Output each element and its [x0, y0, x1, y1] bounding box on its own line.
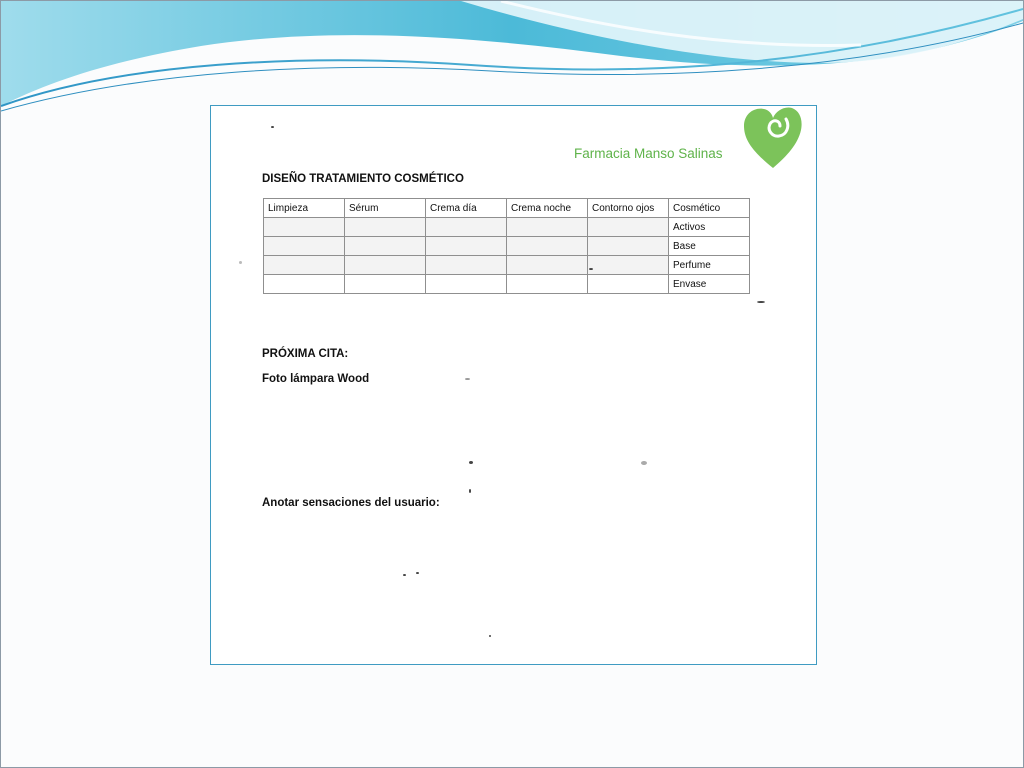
- scan-speck: [469, 461, 473, 464]
- table-cell: [345, 218, 426, 237]
- header-cell: Contorno ojos: [588, 199, 669, 218]
- heart-spiral-logo: [742, 106, 804, 170]
- scan-speck: [239, 261, 242, 264]
- scan-speck: [271, 126, 274, 128]
- table-row: [264, 275, 750, 294]
- header-cell: Sérum: [345, 199, 426, 218]
- header-wave-decoration: [1, 1, 1023, 121]
- table-cell: [345, 256, 426, 275]
- next-appointment-label: PRÓXIMA CITA:: [262, 348, 349, 360]
- header-cell: Crema día: [426, 199, 507, 218]
- pharmacy-name: Farmacia Manso Salinas: [574, 146, 723, 161]
- table-cell: [588, 275, 669, 294]
- table-cell: [345, 237, 426, 256]
- table-cell: [507, 218, 588, 237]
- table-cell: [345, 275, 426, 294]
- table-cell: [588, 218, 669, 237]
- table-cell: [507, 275, 588, 294]
- table-cell: [507, 256, 588, 275]
- scan-speck: [489, 635, 491, 637]
- document-title: DISEÑO TRATAMIENTO COSMÉTICO: [262, 173, 464, 185]
- table-header-row: [264, 199, 750, 218]
- cosmetic-row-label: Perfume: [669, 256, 750, 275]
- table-cell: [264, 256, 345, 275]
- scan-speck: [757, 301, 765, 303]
- header-cell: Crema noche: [507, 199, 588, 218]
- scan-speck: [403, 574, 406, 576]
- scan-speck: [416, 572, 419, 574]
- table-cell: [507, 237, 588, 256]
- table-cell: [588, 256, 669, 275]
- table-cell: [264, 275, 345, 294]
- table-cell: [264, 237, 345, 256]
- header-cell: Limpieza: [264, 199, 345, 218]
- table-cell: [264, 218, 345, 237]
- scan-speck: [589, 268, 593, 270]
- scanned-document: [210, 105, 817, 665]
- table-cell: [426, 256, 507, 275]
- cosmetic-row-label: Activos: [669, 218, 750, 237]
- cosmetic-row-label: Envase: [669, 275, 750, 294]
- scan-speck: [465, 378, 470, 380]
- table-row: [264, 256, 750, 275]
- table-cell: [426, 275, 507, 294]
- wood-lamp-photo-label: Foto lámpara Wood: [262, 373, 370, 385]
- table-cell: [426, 218, 507, 237]
- table-row: [264, 237, 750, 256]
- table-cell: [588, 237, 669, 256]
- user-notes-label: Anotar sensaciones del usuario:: [262, 497, 440, 509]
- cosmetic-row-label: Base: [669, 237, 750, 256]
- table-row: [264, 218, 750, 237]
- scan-speck: [641, 461, 647, 465]
- scan-speck: [469, 489, 471, 493]
- header-cell: Cosmético: [669, 199, 750, 218]
- table-cell: [426, 237, 507, 256]
- treatment-table: [263, 198, 750, 294]
